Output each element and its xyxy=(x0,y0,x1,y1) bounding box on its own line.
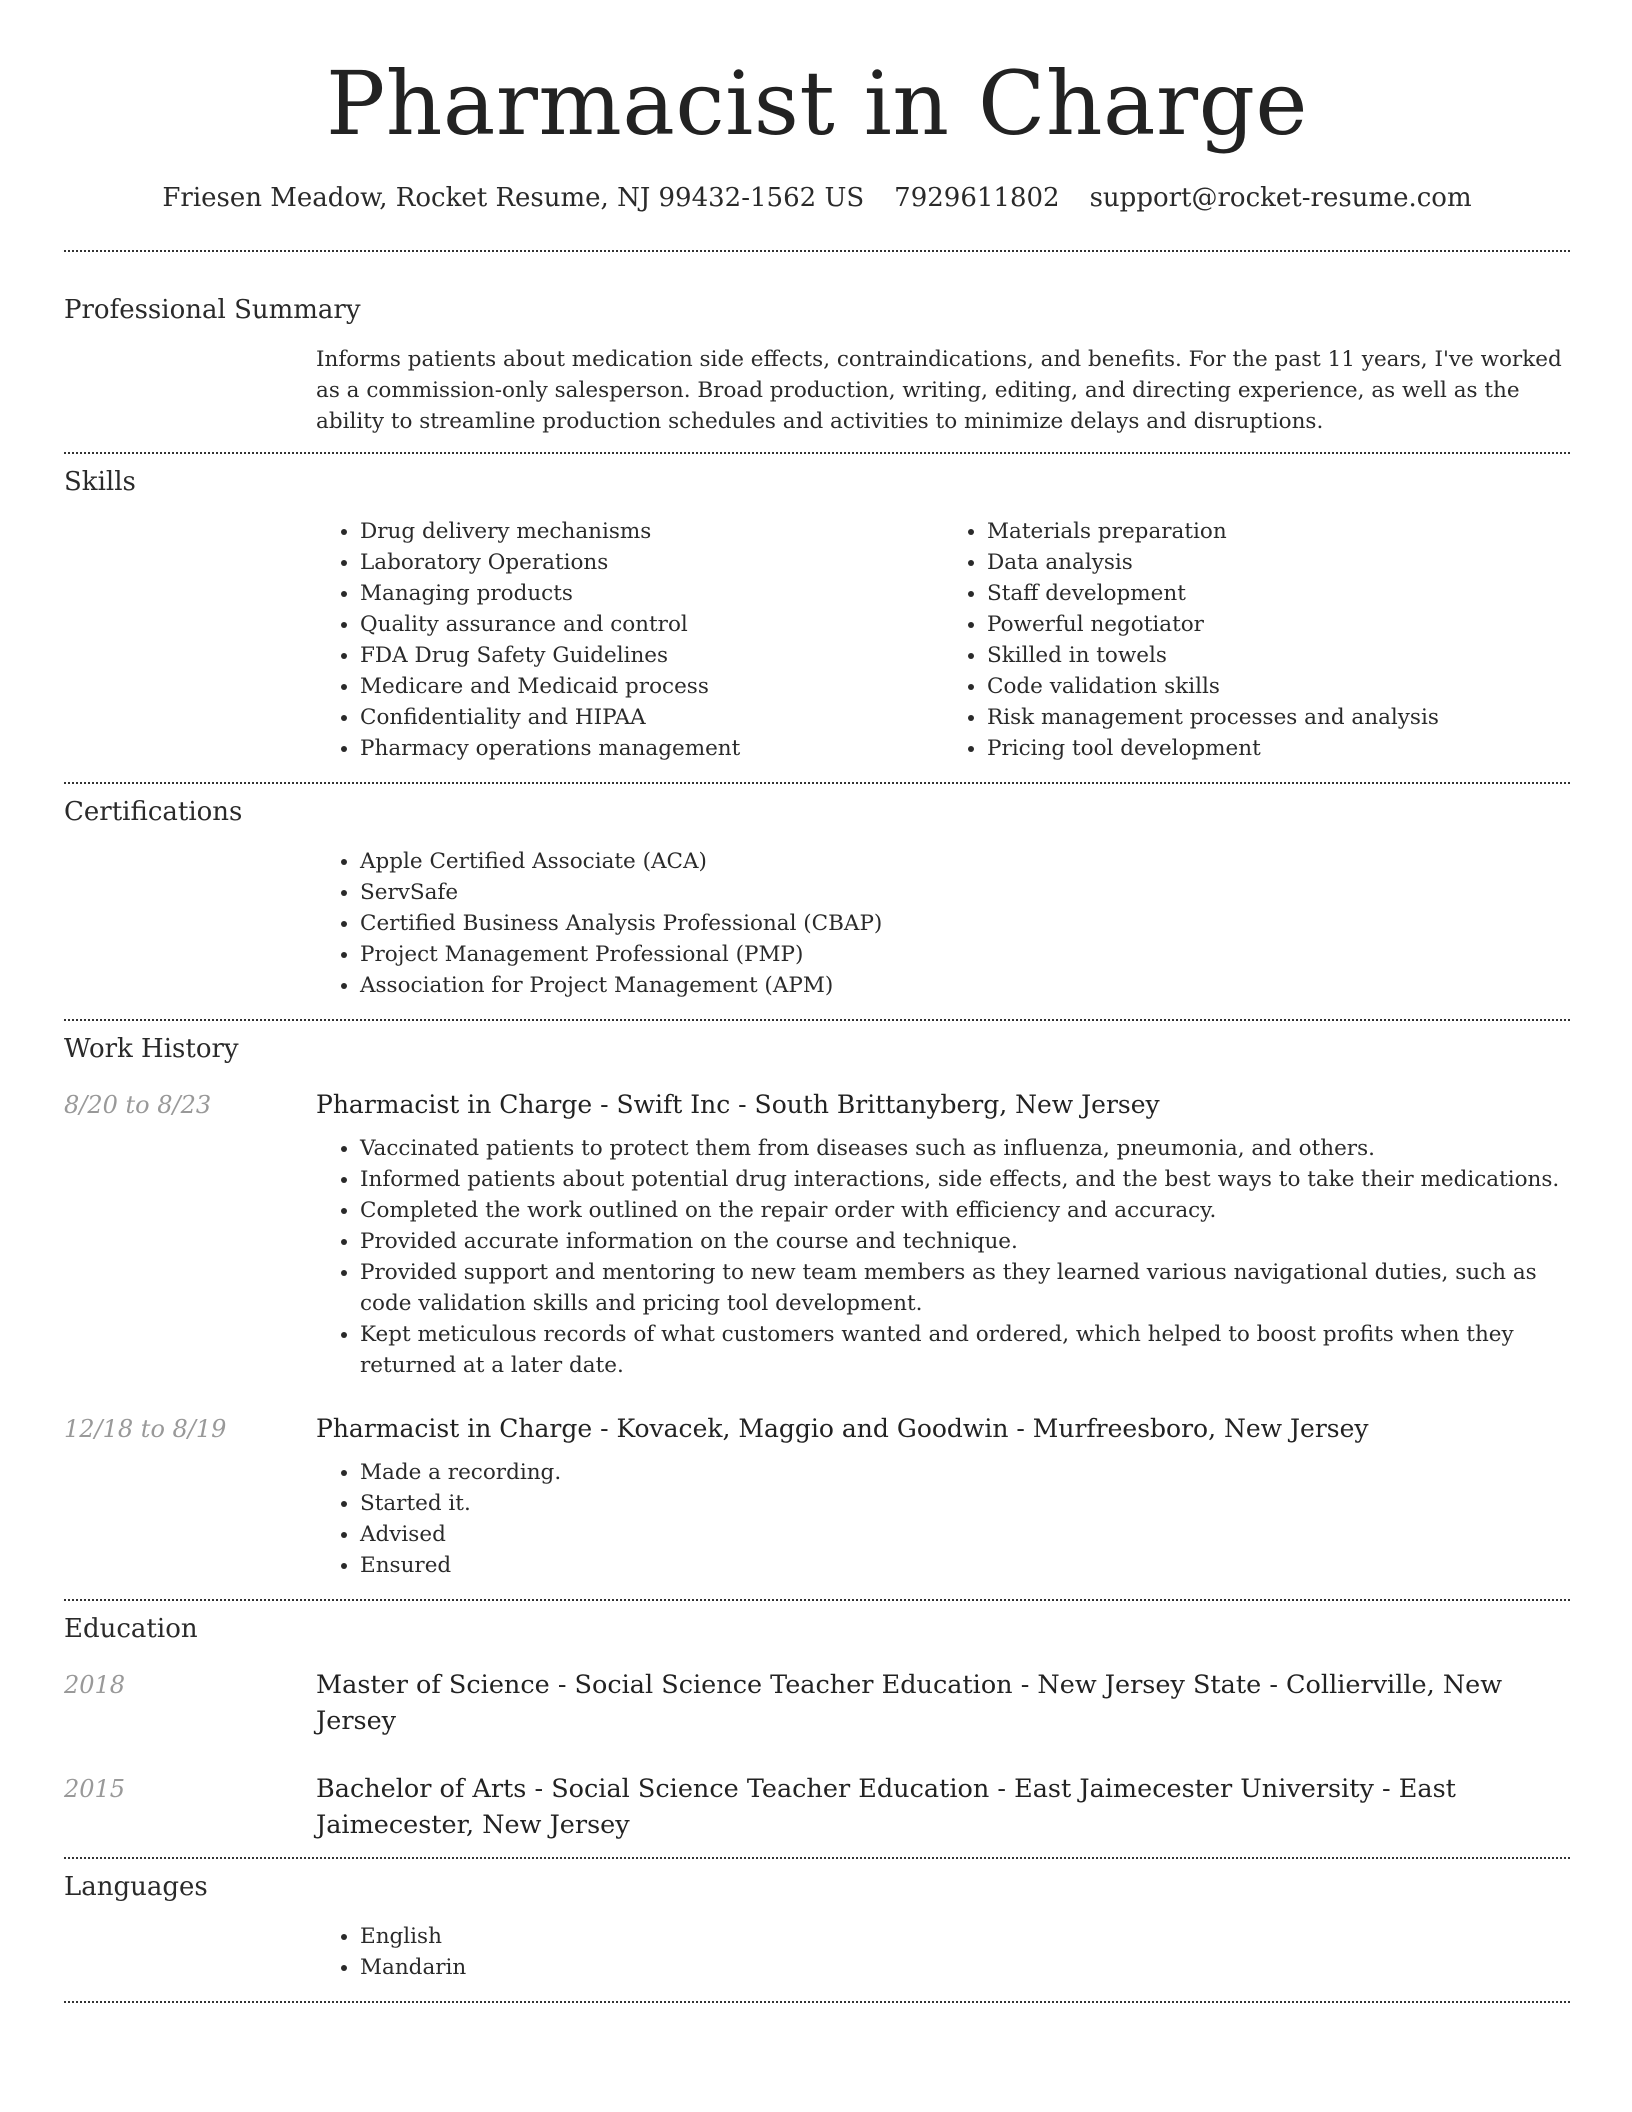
list-item: • Started it. xyxy=(360,1488,1570,1519)
list-item: • Code validation skills xyxy=(987,671,1570,702)
skills-list-left xyxy=(316,516,943,764)
section-work-history xyxy=(64,1021,1570,1599)
list-item: • Materials preparation xyxy=(987,516,1570,547)
list-item: • Provided support and mentoring to new team members as they learned various navigational duties, such as code validation skills and pricing tool development. xyxy=(360,1257,1570,1319)
list-item: • Informed patients about potential drug interactions, side effects, and the best ways to take their medications. xyxy=(360,1164,1570,1195)
education-year: 2015 xyxy=(64,1775,126,1803)
section-divider xyxy=(64,2001,1570,2003)
list-item: • FDA Drug Safety Guidelines xyxy=(360,640,943,671)
list-item: • Medicare and Medicaid process xyxy=(360,671,943,702)
job-dates: 12/18 to 8/19 xyxy=(64,1415,227,1443)
job-body xyxy=(316,1411,1570,1599)
section-title-education: Education xyxy=(64,1614,198,1644)
list-item: • Kept meticulous records of what customers wanted and ordered, which helped to boost profits when they returned at a later date. xyxy=(360,1319,1570,1381)
section-title-summary: Professional Summary xyxy=(64,295,361,325)
list-item: • Powerful negotiator xyxy=(987,609,1570,640)
certifications-list xyxy=(316,846,1570,1001)
skills-columns xyxy=(316,516,1570,782)
list-item: • Risk management processes and analysis xyxy=(987,702,1570,733)
list-item: • Pharmacy operations management xyxy=(360,733,943,764)
list-item: • Provided accurate information on the course and technique. xyxy=(360,1226,1570,1257)
list-item: • Mandarin xyxy=(360,1952,1570,1983)
section-title-work: Work History xyxy=(64,1034,239,1064)
list-item: • Data analysis xyxy=(987,547,1570,578)
job-entry xyxy=(64,1087,1570,1381)
job-entry xyxy=(64,1411,1570,1599)
section-skills xyxy=(64,454,1570,782)
certifications-content xyxy=(316,846,1570,1019)
list-item: • ServSafe xyxy=(360,877,1570,908)
list-item: • Skilled in towels xyxy=(987,640,1570,671)
contact-address: Friesen Meadow, Rocket Resume, NJ 99432-1562 US xyxy=(162,183,865,213)
section-certifications xyxy=(64,784,1570,1019)
contact-line xyxy=(64,180,1570,216)
contact-phone: 7929611802 xyxy=(894,183,1060,213)
education-year: 2018 xyxy=(64,1671,126,1699)
education-body xyxy=(316,1667,1570,1739)
list-item: • Advised xyxy=(360,1519,1570,1550)
job-bullets xyxy=(316,1457,1570,1599)
list-item: • Pricing tool development xyxy=(987,733,1570,764)
section-education xyxy=(64,1601,1570,1857)
list-item: • Drug delivery mechanisms xyxy=(360,516,943,547)
education-title: Master of Science - Social Science Teacher Education - New Jersey State - Collierville, New Jersey xyxy=(316,1670,1503,1736)
job-body xyxy=(316,1087,1570,1381)
list-item: • English xyxy=(360,1921,1570,1952)
list-item: • Laboratory Operations xyxy=(360,547,943,578)
list-item: • Certified Business Analysis Professional (CBAP) xyxy=(360,908,1570,939)
section-title-skills: Skills xyxy=(64,467,136,497)
list-item: • Ensured xyxy=(360,1550,1570,1581)
list-item: • Vaccinated patients to protect them from diseases such as influenza, pneumonia, and others. xyxy=(360,1133,1570,1164)
list-item: • Managing products xyxy=(360,578,943,609)
job-bullets xyxy=(316,1133,1570,1381)
education-body xyxy=(316,1771,1570,1843)
job-title: Pharmacist in Charge - Kovacek, Maggio and Goodwin - Murfreesboro, New Jersey xyxy=(316,1414,1369,1443)
section-title-certifications: Certifications xyxy=(64,797,243,827)
resume-header xyxy=(64,48,1570,216)
list-item: • Project Management Professional (PMP) xyxy=(360,939,1570,970)
list-item: • Made a recording. xyxy=(360,1457,1570,1488)
list-item: • Completed the work outlined on the repair order with efficiency and accuracy. xyxy=(360,1195,1570,1226)
section-title-languages: Languages xyxy=(64,1872,208,1902)
resume-page xyxy=(64,0,1570,2003)
skills-list-right xyxy=(943,516,1570,764)
candidate-name: Pharmacist in Charge xyxy=(326,52,1308,155)
job-dates: 8/20 to 8/23 xyxy=(64,1091,212,1119)
job-title: Pharmacist in Charge - Swift Inc - South Brittanyberg, New Jersey xyxy=(316,1090,1160,1119)
languages-list xyxy=(316,1921,1570,1983)
education-entry xyxy=(64,1771,1570,1843)
education-title: Bachelor of Arts - Social Science Teacher Education - East Jaimecester University - East Jaimecester, New Jersey xyxy=(316,1774,1456,1840)
section-languages xyxy=(64,1859,1570,2001)
list-item: • Apple Certified Associate (ACA) xyxy=(360,846,1570,877)
section-summary xyxy=(64,252,1570,452)
list-item: • Confidentiality and HIPAA xyxy=(360,702,943,733)
list-item: • Staff development xyxy=(987,578,1570,609)
contact-email: support@rocket-resume.com xyxy=(1089,183,1472,213)
languages-content xyxy=(316,1921,1570,2001)
list-item: • Association for Project Management (APM) xyxy=(360,970,1570,1001)
education-entry xyxy=(64,1667,1570,1739)
summary-text: Informs patients about medication side effects, contraindications, and benefits. For the past 11 years, I've worked as a commission-only salesperson. Broad production, writing, editing, and directing experience, as well as the ability to streamline production schedules and activities to minimize delays and disruptions. xyxy=(316,347,1562,434)
list-item: • Quality assurance and control xyxy=(360,609,943,640)
